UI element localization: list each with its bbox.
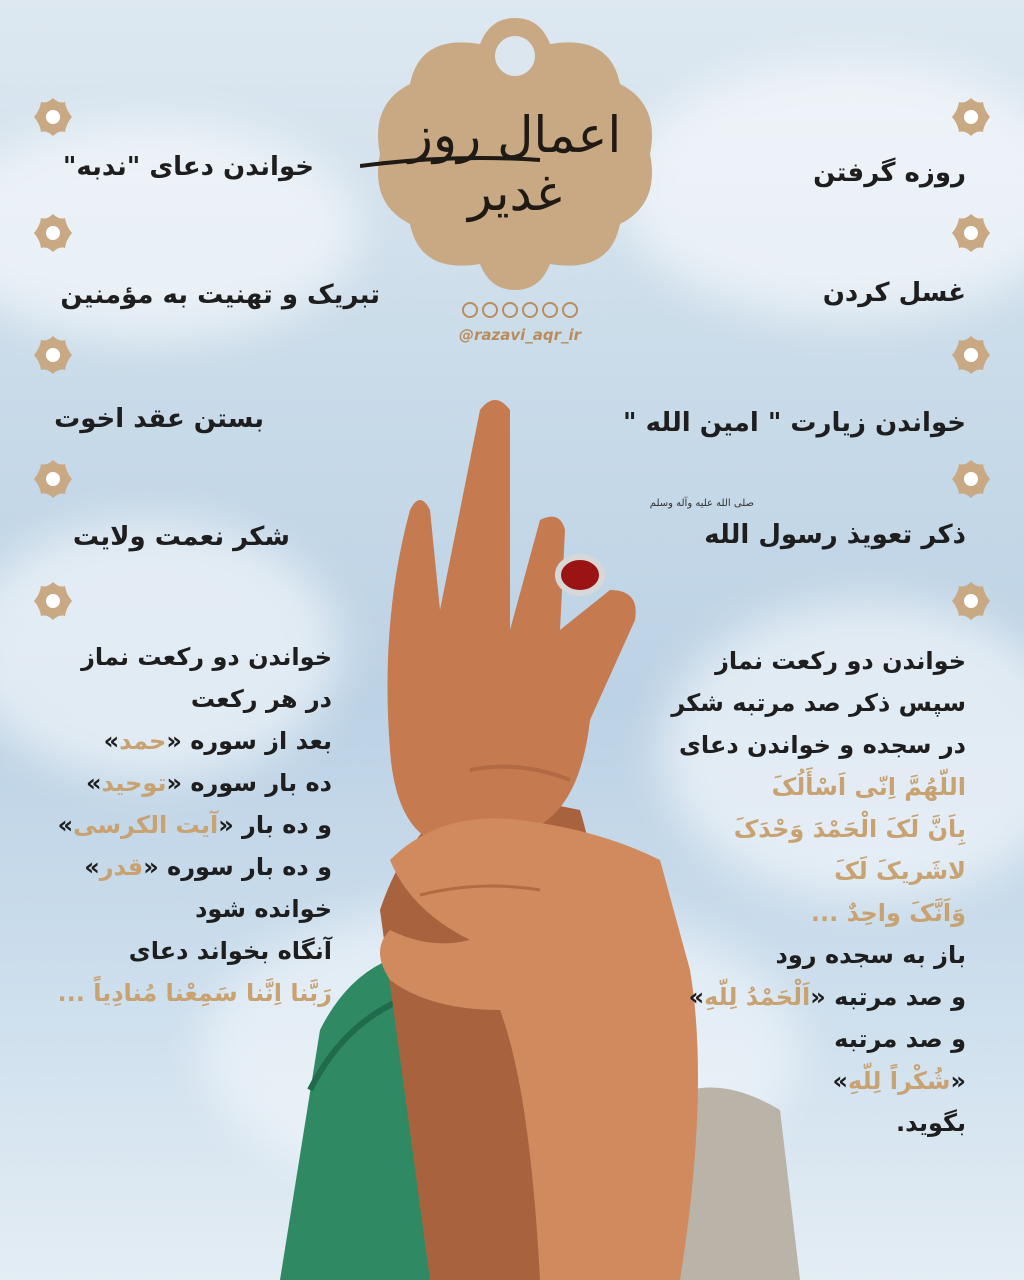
telegram-icon — [502, 302, 518, 318]
block-line: باز به سجده رود — [775, 941, 966, 969]
left-item: خواندن دعای "ندبه" — [62, 152, 314, 182]
block-line: و صد مرتبه — [834, 1025, 966, 1053]
salawat-note: صلی الله علیه وآله وسلم — [649, 498, 754, 509]
left-item: شکر نعمت ولایت — [72, 522, 290, 552]
dua-line: اللّهُمَّ اِنّی اَسْأَلُکَ — [771, 773, 966, 801]
block-line: خواندن دو رکعت نماز — [81, 643, 332, 671]
block-line: بگوید. — [895, 1109, 966, 1137]
ornament-icon — [32, 334, 74, 376]
right-item: خواندن زیارت " امین الله " — [623, 408, 966, 438]
ornament-icon — [32, 580, 74, 622]
block-line: آنگاه بخواند دعای — [128, 937, 332, 965]
block-line: و ده بار سوره «قدر» — [84, 853, 332, 881]
block-line: خوانده شود — [195, 895, 332, 923]
social-handle: @razavi_aqr_ir — [458, 326, 582, 344]
dua-line: لاشَریکَ لَکَ — [834, 857, 966, 885]
right-item: روزه گرفتن — [813, 158, 966, 188]
instagram-icon — [522, 302, 538, 318]
page-title: اعمال روز غدیر — [408, 106, 622, 222]
ornament-icon — [950, 580, 992, 622]
right-prayer-block — [671, 640, 966, 1144]
block-line: «شُکْراً لِلّهِ» — [832, 1067, 966, 1095]
left-prayer-block — [57, 636, 332, 1014]
bale-icon — [562, 302, 578, 318]
block-line: و ده بار «آیت الکرسی» — [57, 811, 332, 839]
ornament-icon — [950, 96, 992, 138]
block-line: خواندن دو رکعت نماز — [715, 647, 966, 675]
block-line: ده بار سوره «توحید» — [85, 769, 332, 797]
ornament-icon — [950, 212, 992, 254]
block-line: در هر رکعت — [190, 685, 332, 713]
ornament-icon — [950, 458, 992, 500]
dua-line: وَاَنَّکَ واحِدٌ ... — [810, 899, 966, 927]
block-line: و صد مرتبه «اَلْحَمْدُ لِلّهِ» — [688, 983, 966, 1011]
right-item: غسل کردن — [822, 278, 966, 308]
block-line: در سجده و خواندن دعای — [678, 731, 966, 759]
ornament-icon — [32, 212, 74, 254]
left-item: بستن عقد اخوت — [54, 404, 264, 434]
aparat-icon — [462, 302, 478, 318]
left-item: تبریک و تهنیت به مؤمنین — [60, 280, 380, 310]
dua-line: بِاَنَّ لَکَ الْحَمْدَ وَحْدَکَ — [733, 815, 966, 843]
social-icons — [440, 302, 600, 320]
block-line: بعد از سوره «حمد» — [103, 727, 332, 755]
eitaa-icon — [482, 302, 498, 318]
block-line: سپس ذکر صد مرتبه شکر — [671, 689, 966, 717]
right-item: ذکر تعویذ رسول الله — [704, 520, 966, 550]
ornament-icon — [32, 458, 74, 500]
ornament-icon — [950, 334, 992, 376]
ornament-icon — [32, 96, 74, 138]
twitter-icon — [542, 302, 558, 318]
title-badge — [360, 14, 670, 294]
block-line: رَبَّنا اِنَّنا سَمِعْنا مُنادِیاً ... — [57, 979, 332, 1007]
